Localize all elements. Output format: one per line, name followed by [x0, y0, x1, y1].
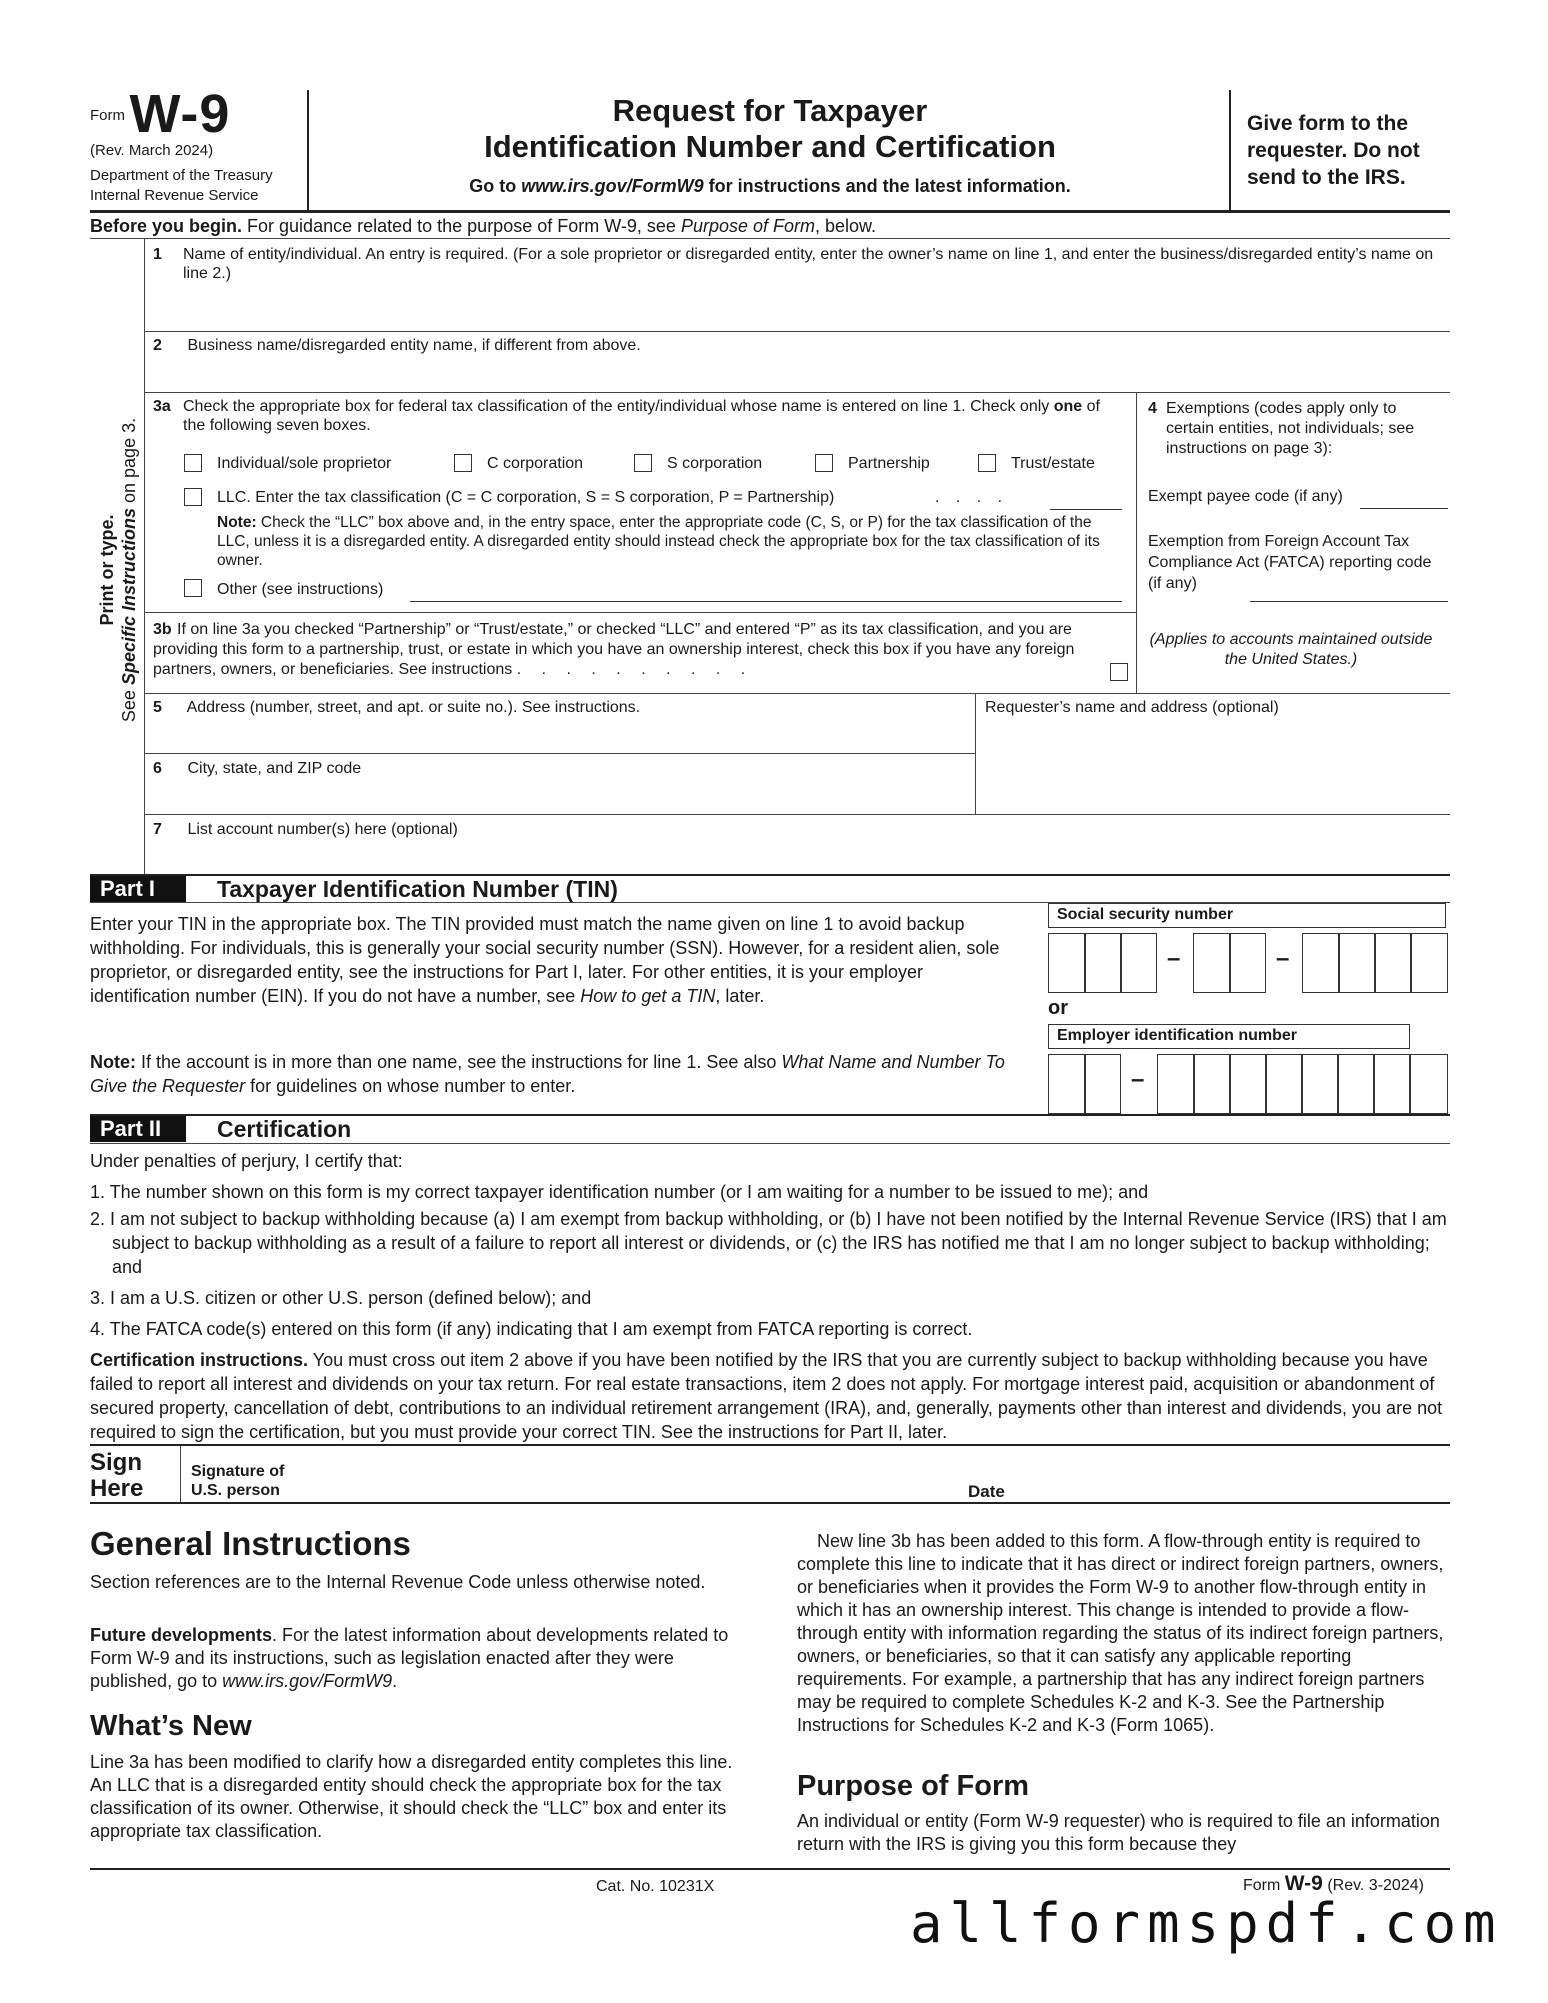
line6-rule: [144, 814, 1450, 815]
checkbox-llc[interactable]: [184, 488, 202, 506]
line3a-label: [153, 397, 1123, 435]
date-input[interactable]: [1020, 1448, 1448, 1500]
goto-url-link[interactable]: www.irs.gov/FormW9: [521, 176, 704, 196]
ein-label: Employer identification number: [1048, 1024, 1410, 1049]
label-partnership: Partnership: [848, 455, 930, 472]
label-other: Other (see instructions): [217, 581, 384, 598]
whats-new-title: What’s New: [90, 1710, 252, 1742]
cert-item-2: 2. I am not subject to backup withholding because (a) I am exempt from backup withholding, or (b) I have not been notified by the Internal Revenue Service (IRS) that I am subject to backup withholding as a result of a failure to report all interest or dividends, or (c) the IRS has notified me that I am no longer subject to backup withholding; and: [90, 1209, 1447, 1277]
line3a-bold: one: [1053, 398, 1083, 415]
line1-number: 1: [153, 246, 162, 263]
side-label: [96, 400, 140, 740]
before-italic: Purpose of Form: [680, 216, 815, 236]
line3b-dots: . . . . . . . . . .: [516, 661, 754, 678]
side-pre: See: [119, 690, 139, 723]
label-llc: LLC. Enter the tax classification (C = C corporation, S = S corporation, P = Partnership): [217, 489, 835, 506]
fatca-input[interactable]: [1250, 601, 1448, 602]
line2-rule: [144, 392, 1450, 393]
line3a-text: [183, 397, 1123, 435]
goto-pre: Go to: [469, 176, 517, 196]
before-tail: , below.: [815, 216, 877, 236]
side-label-bold: Print or type.: [97, 514, 117, 626]
ssn-dash-2: –: [1276, 945, 1290, 972]
line6-text: City, state, and ZIP code: [187, 760, 362, 777]
note-text: Check the “LLC” box above and, in the entry space, enter the appropriate code (C, S, or P) for the tax classification of the LLC, unless it is a disregarded entity. A disregarded entity should instead check the appropriate box for the tax classification of its owner.: [217, 514, 1100, 569]
ssn-group-3[interactable]: [1302, 933, 1448, 993]
line2-input[interactable]: [146, 358, 1446, 390]
footer-rule: [90, 1868, 1450, 1870]
catalog-number: Cat. No. 10231X: [596, 1878, 715, 1895]
ssn-dash-1: –: [1167, 945, 1181, 972]
part2-title-rule: [90, 1143, 1450, 1144]
part2-label: Part II: [90, 1116, 186, 1142]
line4-number: 4: [1148, 400, 1157, 417]
part1-text: [90, 912, 1020, 1008]
other-input[interactable]: [410, 601, 1122, 602]
footer-rev: (Rev. 3-2024): [1327, 1877, 1424, 1894]
side-post: on page 3.: [119, 417, 139, 503]
line1-text: Name of entity/individual. An entry is required. (For a sole proprietor or disregarded entity, enter the owner’s name on line 1, and enter the business/disregarded entity’s name on line 2.): [183, 246, 1434, 282]
exempt-payee-input[interactable]: [1360, 508, 1448, 509]
title-line-1: Request for Taxpayer: [612, 93, 928, 128]
line3b-label: [153, 620, 1103, 680]
entry-area-left-rule: [144, 238, 145, 875]
signature-input[interactable]: [320, 1448, 960, 1500]
label-trust-estate: Trust/estate: [1011, 455, 1095, 472]
footer-form-number: W-9: [1284, 1872, 1323, 1895]
fatca-applies-note: (Applies to accounts maintained outside the United States.): [1149, 631, 1433, 668]
line3b-rule: [144, 693, 1450, 694]
general-instructions-title: General Instructions: [90, 1525, 411, 1562]
side-italic: Specific Instructions: [119, 508, 139, 686]
sign-here: Sign Here: [90, 1449, 144, 1502]
fatca-label: Exemption from Foreign Account Tax Compliance Act (FATCA) reporting code (if any): [1148, 533, 1432, 592]
sign-top-rule: [90, 1444, 1450, 1446]
line7-number: 7: [153, 821, 162, 838]
future-end: .: [392, 1671, 398, 1691]
line3b-number: 3b: [153, 621, 172, 638]
future-developments: [90, 1624, 740, 1693]
line4-text: Exemptions (codes apply only to certain entities, not individuals; see instructions on page 3):: [1166, 400, 1415, 457]
line1-input[interactable]: [146, 290, 1446, 330]
new-line-3b-text: New line 3b has been added to this form. A flow-through entity is required to complete this line to indicate that it has direct or indirect foreign partners, owners, or beneficiaries when it provides the Form W-9 to another flow-through entity in which it has an ownership interest. This change is intended to provide a flow-through entity with information regarding the status of its indirect foreign partners, owners, or beneficiaries, so that it can satisfy any applicable reporting requirements. For example, a partnership that has any indirect foreign partners may be required to complete Schedules K-2 and K-3. See the Partnership Instructions for Schedules K-2 and K-3 (Form 1065).: [797, 1531, 1444, 1735]
line7-label: [153, 820, 458, 839]
label-c-corporation: C corporation: [487, 455, 584, 472]
exempt-payee-label: Exempt payee code (if any): [1148, 488, 1343, 505]
future-bold: Future developments: [90, 1625, 273, 1645]
line5-text: Address (number, street, and apt. or suite no.). See instructions.: [186, 699, 641, 716]
llc-leader-dots: . . . .: [935, 489, 1009, 506]
sign-bottom-rule: [90, 1502, 1450, 1504]
line7-input[interactable]: [146, 842, 1446, 872]
ssn-label: Social security number: [1048, 903, 1446, 928]
label-s-corporation: S corporation: [667, 455, 763, 472]
form-number-block: [90, 84, 305, 144]
ssn-group-1[interactable]: [1048, 933, 1157, 993]
department: Department of the Treasury: [90, 167, 273, 184]
line5-input[interactable]: [146, 720, 972, 752]
line4-label: [1148, 399, 1444, 459]
part1-title: Taxpayer Identification Number (TIN): [217, 876, 618, 902]
llc-classification-input[interactable]: [1050, 509, 1122, 510]
llc-note: [217, 513, 1122, 570]
before-rule: [90, 238, 1450, 239]
watermark-text: allformspdf.com: [910, 1892, 1503, 1955]
requester-left-rule: [975, 693, 976, 814]
header-bottom-rule: [90, 210, 1450, 213]
goto-post: for instructions and the latest information.: [708, 176, 1071, 196]
purpose-text: An individual or entity (Form W-9 requester) who is required to file an information return with the IRS is giving you this form because they: [797, 1811, 1440, 1854]
line6-number: 6: [153, 760, 162, 777]
exemptions-left-rule: [1136, 392, 1137, 694]
cert-item-1: 1. The number shown on this form is my correct taxpayer identification number (or I am waiting for a number to be issued to me); and: [90, 1182, 1149, 1202]
future-url-link[interactable]: www.irs.gov/FormW9: [222, 1671, 393, 1691]
part1-note-bold: Note:: [90, 1052, 136, 1072]
part2-intro: Under penalties of perjury, I certify that:: [90, 1151, 403, 1171]
part1-text-italic: How to get a TIN: [580, 986, 716, 1006]
line2-label: [153, 336, 1443, 355]
line6-input[interactable]: [146, 781, 972, 813]
line3a-pre: Check the appropriate box for federal tax classification of the entity/individual whose name is entered on line 1. Check only: [183, 398, 1050, 415]
checkbox-3b-foreign[interactable]: [1110, 663, 1128, 681]
before-text: For guidance related to the purpose of Form W-9, see: [247, 216, 676, 236]
revision-date: (Rev. March 2024): [90, 142, 214, 159]
line2-text: Business name/disregarded entity name, if different from above.: [187, 337, 641, 354]
label-individual: Individual/sole proprietor: [217, 455, 392, 472]
checkbox-partnership[interactable]: [815, 454, 833, 472]
date-label: Date: [968, 1482, 1005, 1501]
goto-line: [310, 176, 1230, 197]
checkbox-individual[interactable]: [184, 454, 202, 472]
cert-instructions-bold: Certification instructions.: [90, 1350, 309, 1370]
title-line-2: Identification Number and Certification: [484, 129, 1056, 164]
part1-label: Part I: [90, 876, 186, 902]
line7-text: List account number(s) here (optional): [187, 821, 458, 838]
give-form-note: Give form to the requester. Do not send to the IRS.: [1247, 112, 1420, 189]
header-divider-left: [307, 90, 309, 210]
or-text: or: [1048, 997, 1068, 1019]
line5-rule: [144, 753, 975, 754]
part1-note-post: for guidelines on whose number to enter.: [250, 1076, 576, 1096]
checkbox-s-corporation[interactable]: [634, 454, 652, 472]
cert-item-4: 4. The FATCA code(s) entered on this form (if any) indicating that I am exempt from FATCA reporting is correct.: [90, 1319, 973, 1339]
checkbox-other[interactable]: [184, 579, 202, 597]
service: Internal Revenue Service: [90, 187, 259, 204]
line2-number: 2: [153, 337, 162, 354]
header-divider-right: [1229, 90, 1231, 210]
side-label-text: [118, 400, 140, 740]
part2-title: Certification: [217, 1116, 352, 1142]
part1-note: [90, 1050, 1020, 1098]
line5-label: [153, 698, 640, 717]
ein-group-1[interactable]: [1048, 1054, 1121, 1114]
before-you-begin: [90, 215, 876, 237]
requester-input[interactable]: [978, 722, 1448, 812]
line3a-number: 3a: [153, 398, 171, 415]
section-references: Section references are to the Internal Revenue Code unless otherwise noted.: [90, 1572, 706, 1592]
footer-form-word: Form: [1243, 1877, 1281, 1894]
cert-instructions-text: You must cross out item 2 above if you have been notified by the IRS that you are currently subject to backup withholding because you have failed to report all interest and dividends on your tax return. For real estate transactions, item 2 does not apply. For mortgage interest paid, acquisition or abandonment of secured property, cancellation of debt, contributions to an individual retirement arrangement (IRA), and, generally, payments other than interest and dividends, you are not required to sign the certification, but you must provide your correct TIN. See the instructions for Part II, later.: [90, 1350, 1443, 1442]
purpose-of-form-title: Purpose of Form: [797, 1770, 1030, 1802]
ein-group-2[interactable]: [1157, 1054, 1448, 1114]
future-text: . For the latest information about developments related to Form W-9 and its instructions, such as legislation enacted after they were published, go to: [90, 1625, 729, 1691]
ein-dash: –: [1131, 1066, 1145, 1093]
whats-new-text: Line 3a has been modified to clarify how a disregarded entity completes this line. An LLC that is a disregarded entity should check the appropriate box for the tax classification of its owner. Otherwise, it should check the “LLC” box and enter its appropriate tax classification.: [90, 1752, 733, 1841]
cert-item-3: 3. I am a U.S. citizen or other U.S. person (defined below); and: [90, 1288, 592, 1308]
line5-number: 5: [153, 699, 162, 716]
cert-instructions: [90, 1348, 1450, 1444]
before-bold: Before you begin.: [90, 216, 243, 236]
line3b-text: If on line 3a you checked “Partnership” or “Trust/estate,” or checked “LLC” and entered “P” as its tax classification, and you are providing this form to a partnership, trust, or estate in which you have an ownership interest, check this box if you have any foreign partners, owners, or beneficiaries. See instructions: [153, 621, 1075, 678]
part1-note-pre: If the account is in more than one name, see the instructions for line 1. See also: [141, 1052, 777, 1072]
form-word: Form: [90, 107, 125, 124]
sign-divider: [180, 1446, 181, 1502]
part1-text-pre: Enter your TIN in the appropriate box. The TIN provided must match the name given on line 1 to avoid backup withholding. For individuals, this is generally your social security number (SSN). However, for a resident alien, sole proprietor, or disregarded entity, see the instructions for Part I, later. For other entities, it is your employer identification number (EIN). If you do not have a number, see: [90, 914, 1000, 1006]
form-number: W-9: [129, 84, 231, 144]
ssn-group-2[interactable]: [1193, 933, 1266, 993]
part1-note-italic: What Name and Number To Give the Requester: [90, 1052, 1005, 1096]
line6-label: [153, 759, 361, 778]
note-bold: Note:: [217, 514, 257, 531]
line3a-post: of the following seven boxes.: [183, 398, 1100, 434]
line3a-rule: [144, 612, 1136, 613]
requester-label: Requester’s name and address (optional): [985, 699, 1279, 716]
checkbox-c-corporation[interactable]: [454, 454, 472, 472]
part1-text-post: , later.: [715, 986, 765, 1006]
line1-label: [153, 245, 1443, 283]
signature-label: Signature of U.S. person: [191, 1463, 285, 1499]
form-title: [310, 93, 1230, 165]
line1-rule: [144, 331, 1450, 332]
checkbox-trust-estate[interactable]: [978, 454, 996, 472]
